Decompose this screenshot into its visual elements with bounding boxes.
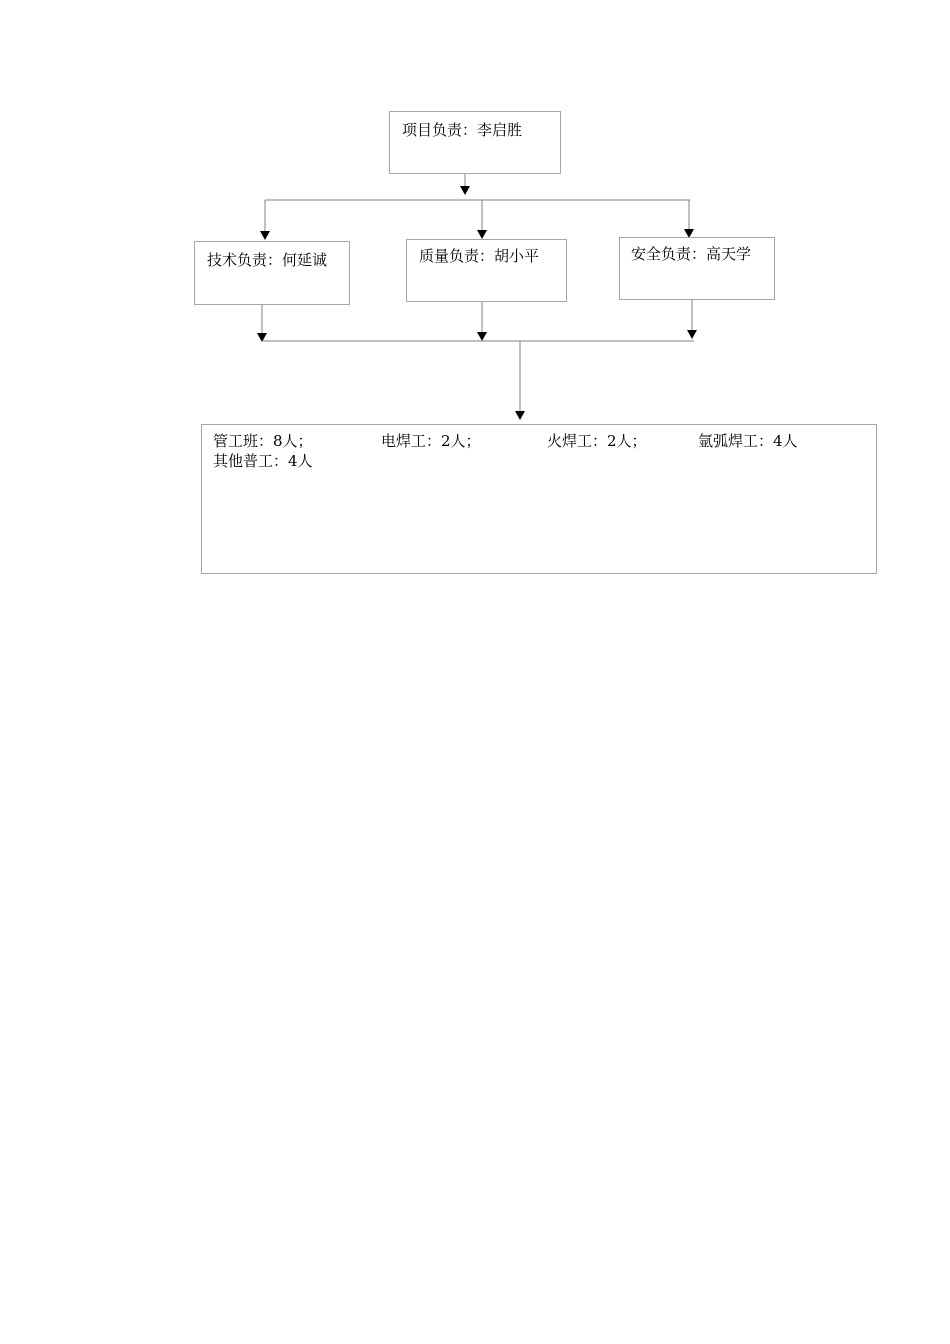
crew-box: [201, 424, 877, 574]
crew-item-general-laborers: 其他普工：4人: [213, 452, 313, 470]
crew-item-gas-cutters: 火焊工：2人；: [547, 432, 647, 450]
crew-item-welders: 电焊工：2人；: [381, 432, 481, 450]
technical-lead-box: [194, 241, 350, 305]
crew-item-pipefitters: 管工班：8人；: [213, 432, 313, 450]
crew-item-argon-welders: 氩弧焊工：4人: [698, 432, 798, 450]
arrowhead-safety-down: [687, 330, 697, 339]
project-manager-box: [389, 111, 561, 174]
safety-lead-label: 安全负责：高天学: [631, 245, 752, 263]
project-manager-label: 项目负责：李启胜: [402, 121, 523, 139]
quality-lead-box: [406, 239, 567, 302]
arrowhead-quality-down: [477, 332, 487, 341]
safety-lead-box: [619, 237, 775, 300]
arrowhead-top: [460, 186, 470, 195]
arrowhead-quality: [477, 230, 487, 239]
arrowhead-crew: [515, 411, 525, 420]
quality-lead-label: 质量负责：胡小平: [419, 247, 540, 265]
technical-lead-label: 技术负责：何延诚: [207, 251, 328, 269]
arrowhead-tech: [260, 231, 270, 240]
